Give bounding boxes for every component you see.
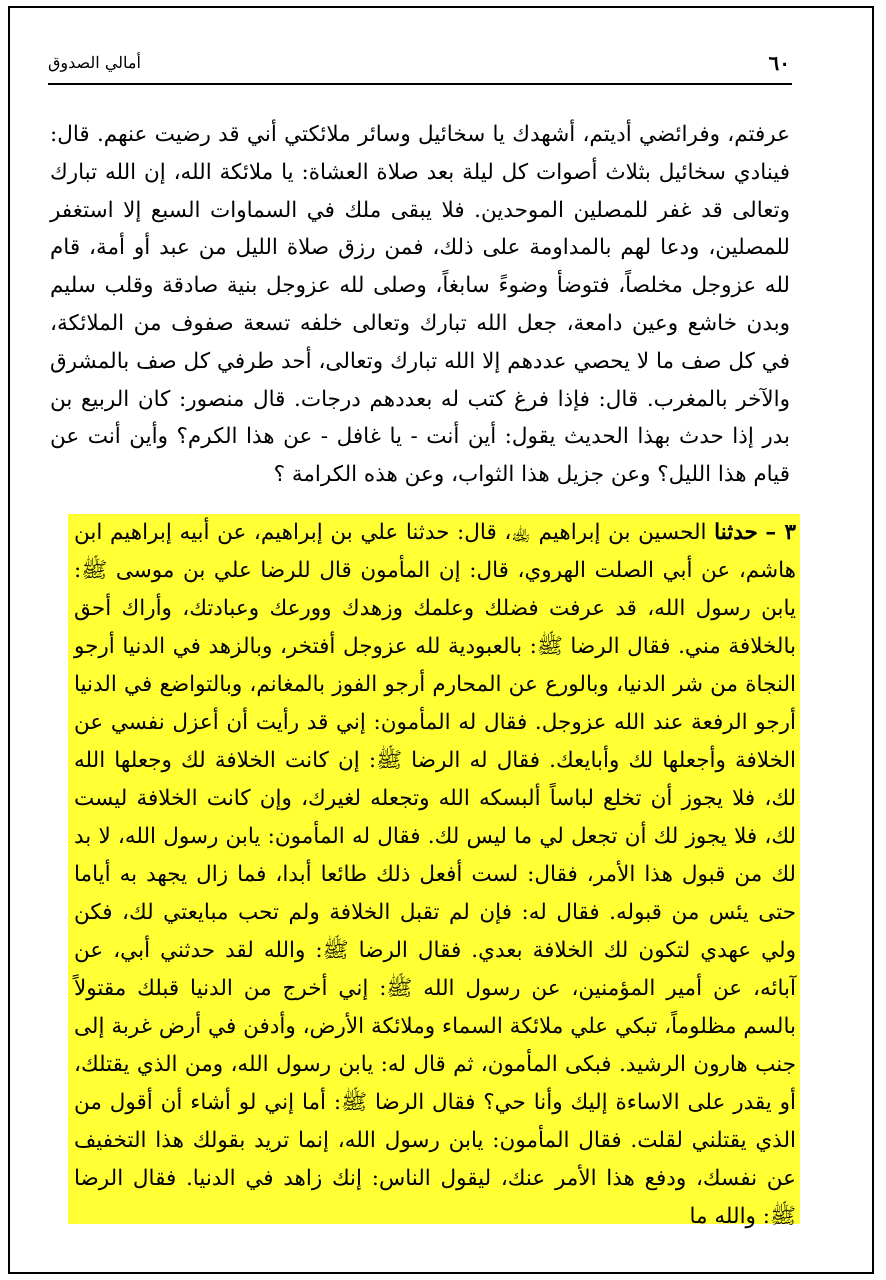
hadith-opening: حدثنا	[714, 520, 758, 545]
running-header	[48, 45, 792, 85]
hadith-number: ٣ –	[765, 520, 796, 545]
hadith-paragraph	[74, 514, 796, 1236]
hadith-body: الحسين بن إبراهيم ﵀، قال: حدثنا علي بن إبراهيم، عن أبيه إبراهيم ابن هاشم، عن أبي الصلت الهروي، قال: إن المأمون قال للرضا علي بن موسى ﷺ: يابن رسول الله، قد عرفت فضلك وعلمك وزهدك وورعك وعبادتك، وأراك أحق بالخلافة مني. فقال الرضا ﷺ: بالعبودية لله عزوجل أفتخر، وبالزهد في الدنيا أرجو النجاة من شر الدنيا، وبالورع عن المحارم أرجو الفوز بالمغانم، وبالتواضع في الدنيا أرجو الرفعة عند الله عزوجل. فقال له المأمون: إني قد رأيت أن أعزل نفسي عن الخلافة وأجعلها لك وأبايعك. فقال له الرضا ﷺ: إن كانت الخلافة لك وجعلها الله لك، فلا يجوز أن تخلع لباساً ألبسكه الله وتجعله لغيرك، وإن كانت الخلافة ليست لك، فلا يجوز لك أن تجعل لي ما ليس لك. فقال له المأمون: يابن رسول الله، لا بد لك من قبول هذا الأمر، فقال: لست أفعل ذلك طائعا أبدا، فما زال يجهد به أياما حتى يئس من قبوله. فقال له: فإن لم تقبل الخلافة ولم تحب مبايعتي لك، فكن ولي عهدي لتكون لك الخلافة بعدي. فقال الرضا ﷺ: والله لقد حدثني أبي، عن آبائه، عن أمير المؤمنين، عن رسول الله ﷺ: إني أخرج من الدنيا قبلك مقتولاً بالسم مظلوماً، تبكي علي ملائكة السماء وملائكة الأرض، وأدفن في أرض غربة إلى جنب هارون الرشيد. فبكى المأمون، ثم قال له: يابن رسول الله، ومن الذي يقتلك، أو يقدر على الاساءة إليك وأنا حي؟ فقال الرضا ﷺ: أما إني لو أشاء أن أقول من الذي يقتلني لقلت. فقال المأمون: يابن رسول الله، إنما تريد بقولك هذا التخفيف عن نفسك، ودفع هذا الأمر عنك، ليقول الناس: إنك زاهد في الدنيا. فقال الرضا ﷺ: والله ما	[74, 520, 796, 1229]
continued-paragraph: عرفتم، وفرائضي أديتم، أشهدك يا سخائيل وسائر ملائكتي أني قد رضيت عنهم. قال: فينادي سخائيل بثلاث أصوات كل ليلة بعد صلاة العشاة: يا ملائكة الله، إن الله تبارك وتعالى قد غفر للمصلين الموحدين. فلا يبقى ملك في السماوات السبع إلا استغفر للمصلين، ودعا لهم بالمداومة على ذلك، فمن رزق صلاة الليل من عبد أو أمة، قام لله عزوجل مخلصاً، فتوضأ وضوءً سابغاً، وصلى لله عزوجل بنية صادقة وقلب سليم وبدن خاشع وعين دامعة، جعل الله تبارك وتعالى خلفه تسعة صفوف من الملائكة، في كل صف ما لا يحصي عددهم إلا الله تبارك وتعالى، أحد طرفي كل صف بالمشرق والآخر بالمغرب. قال: فإذا فرغ كتب له بعددهم درجات. قال منصور: كان الربيع بن بدر إذا حدث بهذا الحديث يقول: أين أنت - يا غافل - عن هذا الكرم؟ وأين أنت عن قيام هذا الليل؟ وعن جزيل هذا الثواب، وعن هذه الكرامة ؟	[50, 122, 790, 488]
page-number: ٦٠	[768, 51, 790, 75]
header-title: أمالي الصدوق	[48, 53, 141, 72]
